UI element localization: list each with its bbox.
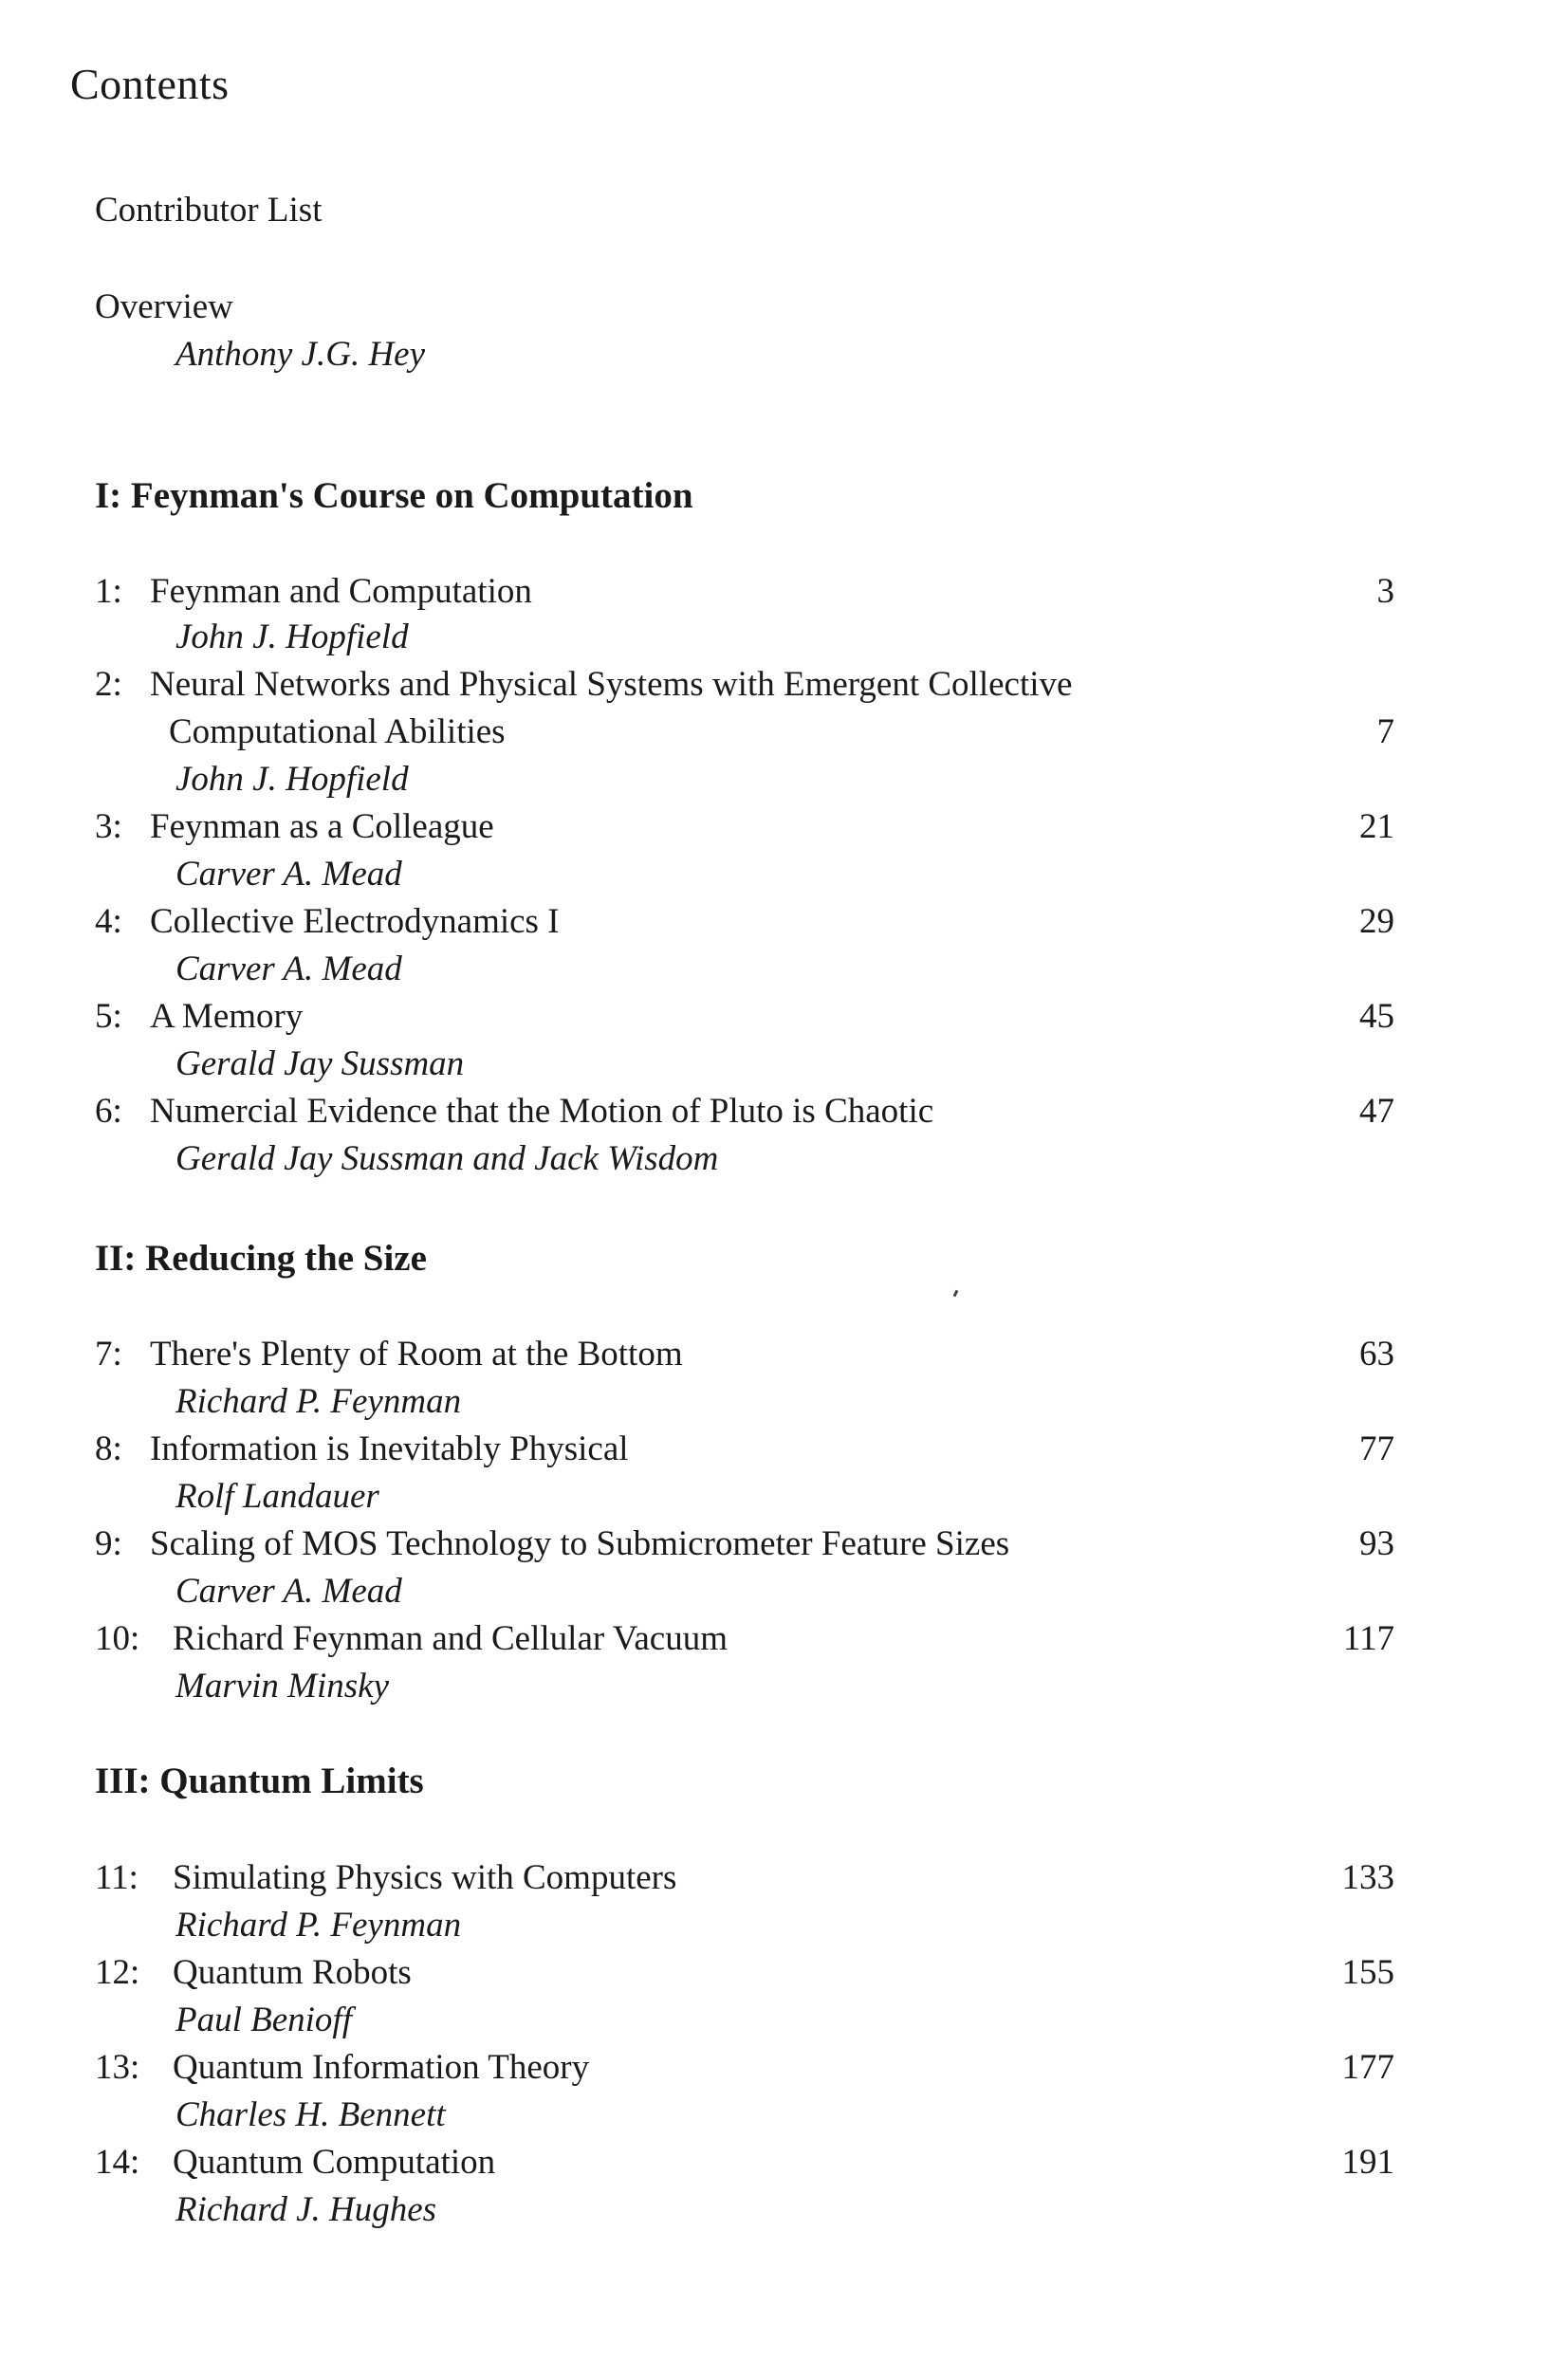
toc-entry (95, 1427, 1394, 1472)
page-number: 21 (1359, 807, 1394, 846)
chapter-author: Richard P. Feynman (175, 1382, 462, 1421)
page-number: 63 (1359, 1335, 1394, 1374)
chapter-title: Collective Electrodynamics I (150, 902, 560, 941)
toc-entry (95, 1616, 1394, 1662)
toc-entry (95, 899, 1394, 945)
toc-entry (95, 994, 1394, 1040)
page-number: 191 (1341, 2143, 1394, 2182)
chapter-title: Feynman as a Colleague (150, 807, 494, 846)
chapter-author: Rolf Landauer (175, 1477, 379, 1516)
chapter-number: 5: (95, 997, 122, 1036)
contributor-list-entry: Contributor List (95, 191, 323, 230)
chapter-title: Information is Inevitably Physical (150, 1429, 629, 1468)
chapter-number: 6: (95, 1092, 122, 1131)
overview-author: Anthony J.G. Hey (175, 335, 426, 374)
chapter-title: A Memory (150, 997, 304, 1036)
chapter-author: Gerald Jay Sussman and Jack Wisdom (175, 1139, 719, 1178)
toc-entry (95, 2140, 1394, 2185)
chapter-number: 10: (95, 1619, 140, 1658)
chapter-author: Charles H. Bennett (175, 2095, 446, 2134)
part-heading: I: Feynman's Course on Computation (95, 475, 693, 516)
page-number: 47 (1359, 1092, 1394, 1131)
chapter-author: Carver A. Mead (175, 950, 402, 988)
page-number: 155 (1341, 1953, 1394, 1992)
chapter-number: 3: (95, 807, 122, 846)
speck (953, 1290, 959, 1298)
chapter-title: Quantum Information Theory (173, 2048, 590, 2087)
chapter-number: 7: (95, 1335, 122, 1374)
chapter-author: Marvin Minsky (175, 1667, 390, 1706)
chapter-author: Richard J. Hughes (175, 2190, 437, 2229)
toc-entry-continued (95, 710, 1394, 755)
page-number: 177 (1341, 2048, 1394, 2087)
toc-entry (95, 1089, 1394, 1134)
toc-entry (95, 1332, 1394, 1377)
toc-entry (95, 569, 1394, 615)
chapter-title: Scaling of MOS Technology to Submicrometer Feature Sizes (150, 1524, 1010, 1563)
chapter-title: Quantum Computation (173, 2143, 496, 2182)
chapter-title: Richard Feynman and Cellular Vacuum (173, 1619, 729, 1658)
toc-entry (95, 804, 1394, 850)
chapter-number: 11: (95, 1858, 138, 1897)
chapter-number: 12: (95, 1953, 140, 1992)
page-number: 3 (1376, 572, 1394, 611)
chapter-author: Paul Benioff (175, 2001, 352, 2039)
chapter-title: There's Plenty of Room at the Bottom (150, 1335, 683, 1374)
page-number: 93 (1359, 1524, 1394, 1563)
part-heading: III: Quantum Limits (95, 1761, 424, 1801)
overview-entry: Overview (95, 287, 233, 326)
chapter-title: Neural Networks and Physical Systems with Emergent Collective (150, 665, 1073, 704)
toc-entry (95, 1950, 1394, 1996)
chapter-number: 14: (95, 2143, 140, 2182)
page-number: 77 (1359, 1429, 1394, 1468)
page-number: 133 (1341, 1858, 1394, 1897)
page-title: Contents (70, 60, 230, 108)
chapter-author: John J. Hopfield (175, 760, 409, 799)
chapter-title: Feynman and Computation (150, 572, 532, 611)
chapter-title: Simulating Physics with Computers (173, 1858, 677, 1897)
toc-entry (95, 1855, 1394, 1901)
page-number: 117 (1342, 1619, 1394, 1658)
chapter-author: John J. Hopfield (175, 618, 409, 656)
chapter-author: Carver A. Mead (175, 855, 402, 894)
chapter-title: Quantum Robots (173, 1953, 412, 1992)
page-number: 7 (1376, 712, 1394, 751)
chapter-number: 9: (95, 1524, 122, 1563)
toc-entry (95, 1521, 1394, 1567)
chapter-number: 4: (95, 902, 122, 941)
page-number: 29 (1359, 902, 1394, 941)
chapter-number: 1: (95, 572, 122, 611)
chapter-number: 2: (95, 665, 122, 704)
toc-entry (95, 2045, 1394, 2091)
toc-entry (95, 662, 1394, 708)
page-number: 45 (1359, 997, 1394, 1036)
part-heading: II: Reducing the Size (95, 1238, 427, 1279)
chapter-author: Carver A. Mead (175, 1572, 402, 1611)
chapter-number: 13: (95, 2048, 140, 2087)
chapter-author: Gerald Jay Sussman (175, 1044, 465, 1083)
chapter-title: Numercial Evidence that the Motion of Pluto is Chaotic (150, 1092, 934, 1131)
chapter-author: Richard P. Feynman (175, 1906, 462, 1945)
chapter-title-continued: Computational Abilities (169, 712, 506, 751)
chapter-number: 8: (95, 1429, 122, 1468)
